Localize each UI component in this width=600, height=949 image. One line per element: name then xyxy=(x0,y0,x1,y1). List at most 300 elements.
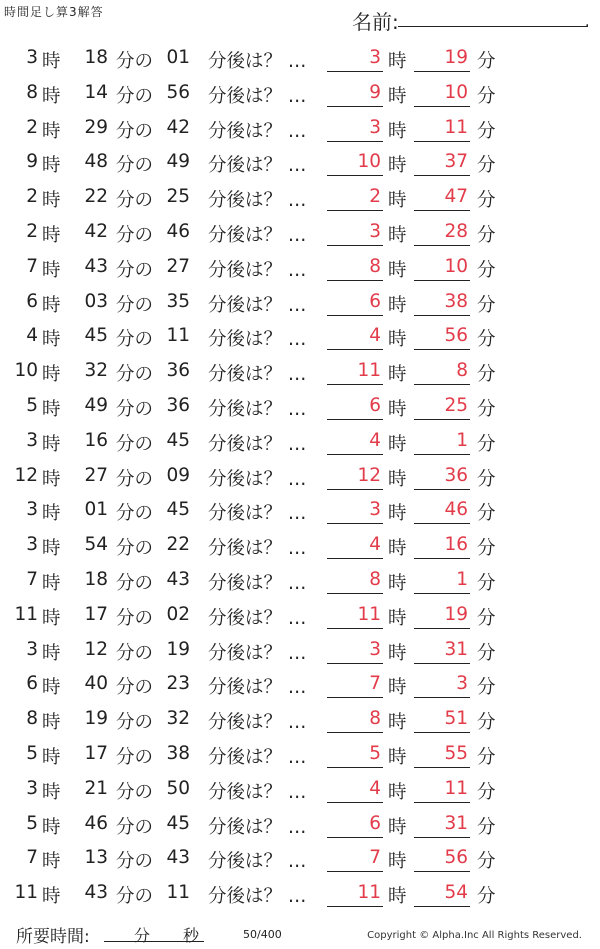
answer-minute-label: 分 xyxy=(477,259,496,281)
answer-minute: 28 xyxy=(444,220,468,242)
answer-minute: 55 xyxy=(444,742,468,764)
minute-of-label: 分の xyxy=(116,398,154,420)
minute-of-label: 分の xyxy=(116,746,154,768)
worksheet-title: 時間足し算3解答 xyxy=(4,5,104,19)
start-minute: 40 xyxy=(84,673,108,695)
added-minutes: 43 xyxy=(166,568,190,590)
start-hour: 2 xyxy=(26,220,38,242)
hour-label: 時 xyxy=(42,677,61,699)
answer-minute-line xyxy=(414,523,470,524)
problem-row xyxy=(0,632,600,667)
answer-minute-line xyxy=(414,315,470,316)
minute-of-label: 分の xyxy=(116,677,154,699)
problem-row xyxy=(0,179,600,214)
hour-label: 時 xyxy=(42,538,61,560)
answer-minute: 8 xyxy=(456,360,468,382)
problem-row xyxy=(0,597,600,632)
answer-hour-label: 時 xyxy=(388,120,407,142)
problem-row xyxy=(0,527,600,562)
hour-label: 時 xyxy=(42,155,61,177)
answer-hour-line xyxy=(327,871,383,872)
minute-of-label: 分の xyxy=(116,120,154,142)
start-hour: 8 xyxy=(26,708,38,730)
answer-minute-label: 分 xyxy=(477,712,496,734)
start-minute: 03 xyxy=(84,290,108,312)
answer-hour-label: 時 xyxy=(388,468,407,490)
start-minute: 13 xyxy=(84,847,108,869)
answer-hour-label: 時 xyxy=(388,538,407,560)
answer-hour: 8 xyxy=(369,568,381,590)
start-minute: 17 xyxy=(84,742,108,764)
answer-minute-label: 分 xyxy=(477,816,496,838)
minute-of-label: 分の xyxy=(116,816,154,838)
answer-hour-line xyxy=(327,384,383,385)
answer-hour-label: 時 xyxy=(388,851,407,873)
answer-hour: 3 xyxy=(369,47,381,68)
answer-hour-line xyxy=(327,419,383,420)
question-tail: 分後は？ … xyxy=(208,364,307,386)
start-minute: 32 xyxy=(84,360,108,382)
minute-of-label: 分の xyxy=(116,712,154,734)
start-hour: 11 xyxy=(14,603,38,625)
added-minutes: 38 xyxy=(166,742,190,764)
answer-hour-label: 時 xyxy=(388,398,407,420)
answer-hour-line xyxy=(327,106,383,107)
time-seconds-label: 秒 xyxy=(183,926,200,945)
time-minutes-label: 分 xyxy=(134,926,151,945)
hour-label: 時 xyxy=(42,607,61,629)
problem-row xyxy=(0,318,600,353)
problem-row xyxy=(0,666,600,701)
answer-hour: 3 xyxy=(369,499,381,521)
hour-label: 時 xyxy=(42,746,61,768)
added-minutes: 36 xyxy=(166,360,190,382)
answer-minute: 10 xyxy=(444,81,468,103)
answer-hour-line xyxy=(327,175,383,176)
answer-hour-label: 時 xyxy=(388,746,407,768)
start-hour: 10 xyxy=(14,360,38,382)
answer-minute-label: 分 xyxy=(477,51,496,72)
answer-minute-label: 分 xyxy=(477,85,496,107)
answer-minute-label: 分 xyxy=(477,364,496,386)
hour-label: 時 xyxy=(42,85,61,107)
problem-row xyxy=(0,423,600,458)
answer-minute-line xyxy=(414,871,470,872)
hour-label: 時 xyxy=(42,468,61,490)
question-tail: 分後は？ … xyxy=(208,51,307,72)
minute-of-label: 分の xyxy=(116,364,154,386)
question-tail: 分後は？ … xyxy=(208,607,307,629)
answer-hour: 11 xyxy=(357,882,381,904)
answer-minute-label: 分 xyxy=(477,886,496,908)
answer-hour: 8 xyxy=(369,255,381,277)
problem-row xyxy=(0,458,600,493)
minute-of-label: 分の xyxy=(116,259,154,281)
added-minutes: 19 xyxy=(166,638,190,660)
question-tail: 分後は？ … xyxy=(208,642,307,664)
start-minute: 43 xyxy=(84,882,108,904)
hour-label: 時 xyxy=(42,120,61,142)
answer-hour-label: 時 xyxy=(388,190,407,212)
answer-hour: 6 xyxy=(369,812,381,834)
answer-hour-line xyxy=(327,697,383,698)
answer-minute-line xyxy=(414,802,470,803)
minute-of-label: 分の xyxy=(116,851,154,873)
answer-minute-label: 分 xyxy=(477,398,496,420)
answer-minute: 51 xyxy=(444,708,468,730)
answer-hour-line xyxy=(327,489,383,490)
answer-hour-line xyxy=(327,454,383,455)
answer-minute: 11 xyxy=(444,116,468,138)
start-minute: 46 xyxy=(84,812,108,834)
answer-minute: 38 xyxy=(444,290,468,312)
start-minute: 14 xyxy=(84,81,108,103)
hour-label: 時 xyxy=(42,398,61,420)
hour-label: 時 xyxy=(42,886,61,908)
start-hour: 2 xyxy=(26,116,38,138)
problem-row xyxy=(0,40,600,75)
hour-label: 時 xyxy=(42,259,61,281)
minute-of-label: 分の xyxy=(116,85,154,107)
hour-label: 時 xyxy=(42,433,61,455)
start-hour: 7 xyxy=(26,847,38,869)
answer-minute-label: 分 xyxy=(477,642,496,664)
answer-minute-line xyxy=(414,489,470,490)
answer-hour-label: 時 xyxy=(388,51,407,72)
start-hour: 9 xyxy=(26,151,38,173)
answer-minute-line xyxy=(414,906,470,907)
start-hour: 5 xyxy=(26,394,38,416)
answer-minute-label: 分 xyxy=(477,155,496,177)
hour-label: 時 xyxy=(42,364,61,386)
start-hour: 6 xyxy=(26,673,38,695)
minute-of-label: 分の xyxy=(116,607,154,629)
added-minutes: 02 xyxy=(166,603,190,625)
answer-hour-label: 時 xyxy=(388,886,407,908)
answer-minute: 16 xyxy=(444,534,468,556)
name-label: 名前: xyxy=(352,10,399,34)
question-tail: 分後は？ … xyxy=(208,329,307,351)
answer-hour: 7 xyxy=(369,847,381,869)
answer-minute-label: 分 xyxy=(477,224,496,246)
answer-hour-label: 時 xyxy=(388,712,407,734)
answer-hour-line xyxy=(327,523,383,524)
question-tail: 分後は？ … xyxy=(208,433,307,455)
answer-minute-label: 分 xyxy=(477,746,496,768)
start-minute: 16 xyxy=(84,429,108,451)
start-minute: 19 xyxy=(84,708,108,730)
answer-hour-label: 時 xyxy=(388,155,407,177)
hour-label: 時 xyxy=(42,329,61,351)
answer-minute-line xyxy=(414,106,470,107)
start-hour: 3 xyxy=(26,47,38,68)
start-hour: 5 xyxy=(26,742,38,764)
hour-label: 時 xyxy=(42,572,61,594)
answer-minute-line xyxy=(414,732,470,733)
answer-hour-label: 時 xyxy=(388,781,407,803)
hour-label: 時 xyxy=(42,642,61,664)
problem-row xyxy=(0,840,600,875)
answer-minute-line xyxy=(414,558,470,559)
answer-minute-line xyxy=(414,767,470,768)
start-minute: 18 xyxy=(84,47,108,68)
problem-row xyxy=(0,492,600,527)
answer-minute: 3 xyxy=(456,673,468,695)
question-tail: 分後は？ … xyxy=(208,155,307,177)
name-dot: . xyxy=(585,14,590,30)
answer-minute: 56 xyxy=(444,847,468,869)
answer-minute-line xyxy=(414,837,470,838)
answer-minute: 54 xyxy=(444,882,468,904)
minute-of-label: 分の xyxy=(116,224,154,246)
start-hour: 11 xyxy=(14,882,38,904)
answer-minute-line xyxy=(414,628,470,629)
answer-hour: 3 xyxy=(369,220,381,242)
start-hour: 3 xyxy=(26,429,38,451)
question-tail: 分後は？ … xyxy=(208,538,307,560)
minute-of-label: 分の xyxy=(116,642,154,664)
question-tail: 分後は？ … xyxy=(208,85,307,107)
answer-minute-line xyxy=(414,245,470,246)
answer-hour: 7 xyxy=(369,673,381,695)
minute-of-label: 分の xyxy=(116,190,154,212)
start-hour: 12 xyxy=(14,464,38,486)
hour-label: 時 xyxy=(42,781,61,803)
answer-hour-line xyxy=(327,71,383,72)
minute-of-label: 分の xyxy=(116,538,154,560)
added-minutes: 35 xyxy=(166,290,190,312)
start-minute: 45 xyxy=(84,325,108,347)
answer-hour-label: 時 xyxy=(388,329,407,351)
answer-minute: 19 xyxy=(444,47,468,68)
answer-hour: 4 xyxy=(369,325,381,347)
problem-row xyxy=(0,736,600,771)
question-tail: 分後は？ … xyxy=(208,120,307,142)
answer-hour-label: 時 xyxy=(388,224,407,246)
added-minutes: 11 xyxy=(166,325,190,347)
problem-row xyxy=(0,562,600,597)
problem-row xyxy=(0,875,600,910)
answer-minute: 36 xyxy=(444,464,468,486)
hour-label: 時 xyxy=(42,851,61,873)
added-minutes: 23 xyxy=(166,673,190,695)
answer-hour: 3 xyxy=(369,638,381,660)
answer-minute-label: 分 xyxy=(477,503,496,525)
answer-hour-line xyxy=(327,732,383,733)
answer-minute: 1 xyxy=(456,429,468,451)
start-hour: 5 xyxy=(26,812,38,834)
question-tail: 分後は？ … xyxy=(208,781,307,803)
problem-list xyxy=(0,40,600,910)
copyright: Copyright © Alpha.Inc All Rights Reserved. xyxy=(367,930,582,941)
problem-row xyxy=(0,144,600,179)
question-tail: 分後は？ … xyxy=(208,886,307,908)
answer-hour: 10 xyxy=(357,151,381,173)
answer-hour: 9 xyxy=(369,81,381,103)
answer-minute: 11 xyxy=(444,777,468,799)
answer-minute-line xyxy=(414,663,470,664)
minute-of-label: 分の xyxy=(116,468,154,490)
question-tail: 分後は？ … xyxy=(208,677,307,699)
added-minutes: 45 xyxy=(166,499,190,521)
answer-minute-label: 分 xyxy=(477,433,496,455)
time-required-label: 所要時間: xyxy=(16,927,90,947)
problem-row xyxy=(0,771,600,806)
hour-label: 時 xyxy=(42,224,61,246)
answer-hour-line xyxy=(327,210,383,211)
answer-hour: 12 xyxy=(357,464,381,486)
answer-hour: 2 xyxy=(369,186,381,208)
name-field-line xyxy=(398,26,588,27)
answer-minute-line xyxy=(414,454,470,455)
answer-hour-label: 時 xyxy=(388,642,407,664)
hour-label: 時 xyxy=(42,51,61,72)
minute-of-label: 分の xyxy=(116,329,154,351)
start-hour: 7 xyxy=(26,568,38,590)
answer-minute-line xyxy=(414,349,470,350)
hour-label: 時 xyxy=(42,712,61,734)
answer-hour-line xyxy=(327,558,383,559)
problem-row xyxy=(0,214,600,249)
answer-hour: 11 xyxy=(357,603,381,625)
answer-hour-label: 時 xyxy=(388,259,407,281)
answer-minute: 19 xyxy=(444,603,468,625)
added-minutes: 36 xyxy=(166,394,190,416)
added-minutes: 01 xyxy=(166,47,190,68)
minute-of-label: 分の xyxy=(116,886,154,908)
answer-minute-label: 分 xyxy=(477,538,496,560)
hour-label: 時 xyxy=(42,503,61,525)
answer-minute: 31 xyxy=(444,638,468,660)
answer-hour-line xyxy=(327,906,383,907)
answer-minute-line xyxy=(414,71,470,72)
added-minutes: 42 xyxy=(166,116,190,138)
answer-minute-line xyxy=(414,593,470,594)
answer-hour: 6 xyxy=(369,394,381,416)
start-minute: 49 xyxy=(84,394,108,416)
start-hour: 3 xyxy=(26,638,38,660)
answer-minute-line xyxy=(414,175,470,176)
answer-hour-label: 時 xyxy=(388,816,407,838)
start-minute: 43 xyxy=(84,255,108,277)
added-minutes: 43 xyxy=(166,847,190,869)
hour-label: 時 xyxy=(42,816,61,838)
start-minute: 54 xyxy=(84,534,108,556)
answer-minute: 10 xyxy=(444,255,468,277)
start-hour: 6 xyxy=(26,290,38,312)
answer-minute-label: 分 xyxy=(477,120,496,142)
added-minutes: 56 xyxy=(166,81,190,103)
answer-hour: 6 xyxy=(369,290,381,312)
answer-minute: 56 xyxy=(444,325,468,347)
answer-minute: 47 xyxy=(444,186,468,208)
answer-hour-line xyxy=(327,245,383,246)
answer-minute-line xyxy=(414,141,470,142)
question-tail: 分後は？ … xyxy=(208,468,307,490)
answer-hour-line xyxy=(327,837,383,838)
answer-hour-label: 時 xyxy=(388,433,407,455)
added-minutes: 09 xyxy=(166,464,190,486)
answer-hour-label: 時 xyxy=(388,677,407,699)
added-minutes: 45 xyxy=(166,429,190,451)
answer-hour-label: 時 xyxy=(388,607,407,629)
answer-hour-label: 時 xyxy=(388,294,407,316)
question-tail: 分後は？ … xyxy=(208,503,307,525)
answer-minute-line xyxy=(414,384,470,385)
minute-of-label: 分の xyxy=(116,572,154,594)
question-tail: 分後は？ … xyxy=(208,712,307,734)
start-minute: 27 xyxy=(84,464,108,486)
start-minute: 29 xyxy=(84,116,108,138)
question-tail: 分後は？ … xyxy=(208,572,307,594)
problem-row xyxy=(0,806,600,841)
answer-hour-line xyxy=(327,280,383,281)
problem-row xyxy=(0,388,600,423)
added-minutes: 49 xyxy=(166,151,190,173)
answer-minute: 31 xyxy=(444,812,468,834)
answer-hour-line xyxy=(327,802,383,803)
answer-minute-label: 分 xyxy=(477,329,496,351)
answer-hour: 4 xyxy=(369,777,381,799)
start-hour: 8 xyxy=(26,81,38,103)
added-minutes: 46 xyxy=(166,220,190,242)
problem-row xyxy=(0,75,600,110)
problem-row xyxy=(0,701,600,736)
start-minute: 22 xyxy=(84,186,108,208)
answer-minute-line xyxy=(414,419,470,420)
answer-minute: 37 xyxy=(444,151,468,173)
added-minutes: 32 xyxy=(166,708,190,730)
start-minute: 21 xyxy=(84,777,108,799)
hour-label: 時 xyxy=(42,190,61,212)
answer-minute-label: 分 xyxy=(477,607,496,629)
start-minute: 42 xyxy=(84,220,108,242)
answer-minute-label: 分 xyxy=(477,781,496,803)
minute-of-label: 分の xyxy=(116,155,154,177)
answer-minute-label: 分 xyxy=(477,677,496,699)
start-hour: 7 xyxy=(26,255,38,277)
hour-label: 時 xyxy=(42,294,61,316)
answer-hour-line xyxy=(327,349,383,350)
answer-hour-line xyxy=(327,628,383,629)
question-tail: 分後は？ … xyxy=(208,190,307,212)
question-tail: 分後は？ … xyxy=(208,746,307,768)
minute-of-label: 分の xyxy=(116,781,154,803)
start-hour: 3 xyxy=(26,499,38,521)
added-minutes: 11 xyxy=(166,882,190,904)
minute-of-label: 分の xyxy=(116,294,154,316)
answer-hour-line xyxy=(327,767,383,768)
answer-hour-label: 時 xyxy=(388,364,407,386)
problem-row xyxy=(0,284,600,319)
answer-minute: 1 xyxy=(456,568,468,590)
answer-minute-label: 分 xyxy=(477,190,496,212)
answer-hour: 4 xyxy=(369,429,381,451)
answer-minute-label: 分 xyxy=(477,851,496,873)
answer-hour: 4 xyxy=(369,534,381,556)
answer-hour-line xyxy=(327,315,383,316)
answer-hour-line xyxy=(327,663,383,664)
start-hour: 2 xyxy=(26,186,38,208)
answer-minute-line xyxy=(414,210,470,211)
added-minutes: 45 xyxy=(166,812,190,834)
answer-hour-line xyxy=(327,141,383,142)
added-minutes: 27 xyxy=(166,255,190,277)
answer-hour: 8 xyxy=(369,708,381,730)
start-hour: 3 xyxy=(26,777,38,799)
answer-hour-label: 時 xyxy=(388,572,407,594)
problem-row xyxy=(0,353,600,388)
